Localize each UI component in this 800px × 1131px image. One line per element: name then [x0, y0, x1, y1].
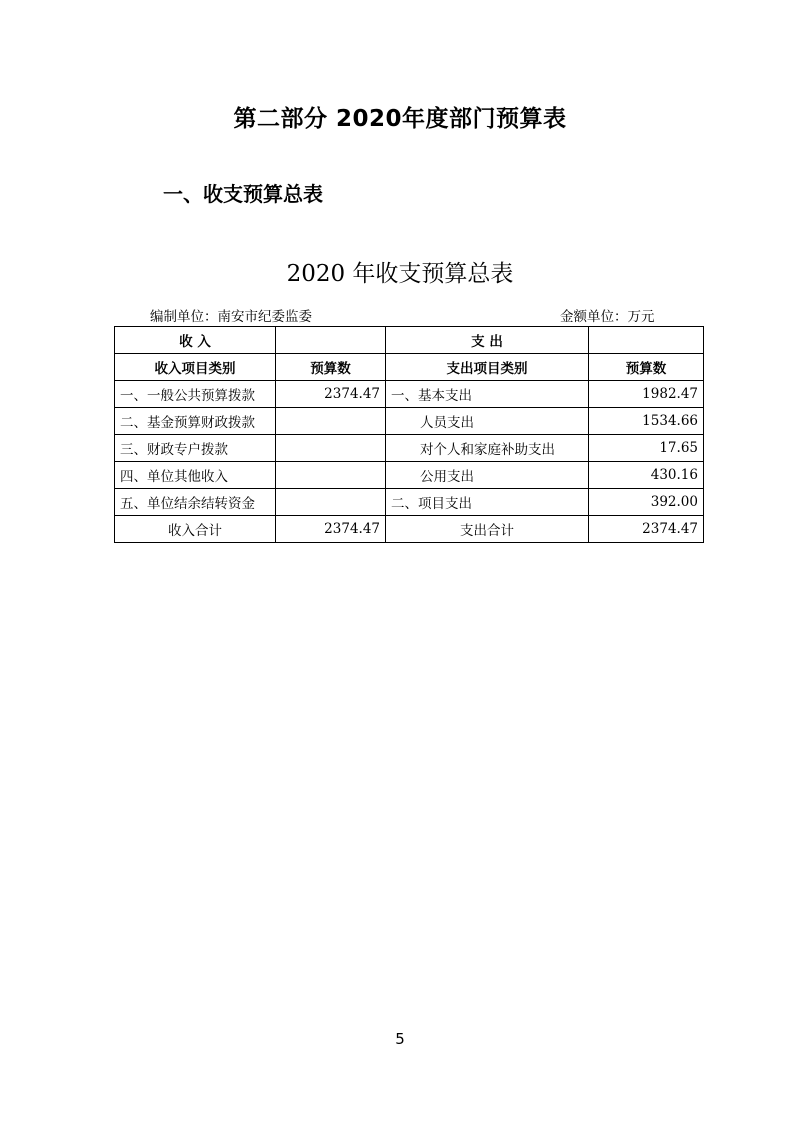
- table-row: [115, 489, 704, 516]
- section-title: 一、收支预算总表: [163, 182, 323, 206]
- expense-amount-header: 预算数: [589, 354, 704, 381]
- income-amount-header: 预算数: [276, 354, 386, 381]
- empty-header-cell: [589, 327, 704, 354]
- income-category-cell: 一、一般公共预算拨款: [115, 381, 276, 408]
- expense-group-header: 支 出: [386, 327, 589, 354]
- income-category-cell: 五、单位结余结转资金: [115, 489, 276, 516]
- income-total-amount: 2374.47: [276, 516, 386, 543]
- unit-label: 金额单位：万元: [560, 309, 655, 325]
- income-amount-cell: [276, 408, 386, 435]
- income-group-header: 收 入: [115, 327, 276, 354]
- budget-summary-table: [114, 326, 704, 543]
- expense-category-cell: 人员支出: [386, 408, 589, 435]
- expense-amount-cell: 1534.66: [589, 408, 704, 435]
- expense-amount-cell: 17.65: [589, 435, 704, 462]
- income-amount-cell: [276, 462, 386, 489]
- income-amount-cell: 2374.47: [276, 381, 386, 408]
- income-total-label: 收入合计: [115, 516, 276, 543]
- expense-amount-cell: 1982.47: [589, 381, 704, 408]
- income-category-cell: 四、单位其他收入: [115, 462, 276, 489]
- expense-amount-cell: 430.16: [589, 462, 704, 489]
- income-category-header: 收入项目类别: [115, 354, 276, 381]
- expense-category-cell: 公用支出: [386, 462, 589, 489]
- table-title: 2020 年收支预算总表: [286, 261, 514, 287]
- group-header-row: [115, 327, 704, 354]
- expense-category-header: 支出项目类别: [386, 354, 589, 381]
- expense-category-cell: 一、基本支出: [386, 381, 589, 408]
- table-row: [115, 462, 704, 489]
- expense-amount-cell: 392.00: [589, 489, 704, 516]
- empty-header-cell: [276, 327, 386, 354]
- expense-category-cell: 对个人和家庭补助支出: [386, 435, 589, 462]
- income-amount-cell: [276, 435, 386, 462]
- expense-total-amount: 2374.47: [589, 516, 704, 543]
- expense-total-label: 支出合计: [386, 516, 589, 543]
- expense-category-cell: 二、项目支出: [386, 489, 589, 516]
- table-row: [115, 408, 704, 435]
- column-header-row: [115, 354, 704, 381]
- prepared-by-label: 编制单位：南安市纪委监委: [150, 309, 312, 325]
- totals-row: [115, 516, 704, 543]
- table-row: [115, 435, 704, 462]
- income-category-cell: 三、财政专户拨款: [115, 435, 276, 462]
- income-amount-cell: [276, 489, 386, 516]
- page-number: 5: [395, 1030, 405, 1048]
- income-category-cell: 二、基金预算财政拨款: [115, 408, 276, 435]
- part-title: 第二部分 2020年度部门预算表: [233, 106, 567, 132]
- table-row: [115, 381, 704, 408]
